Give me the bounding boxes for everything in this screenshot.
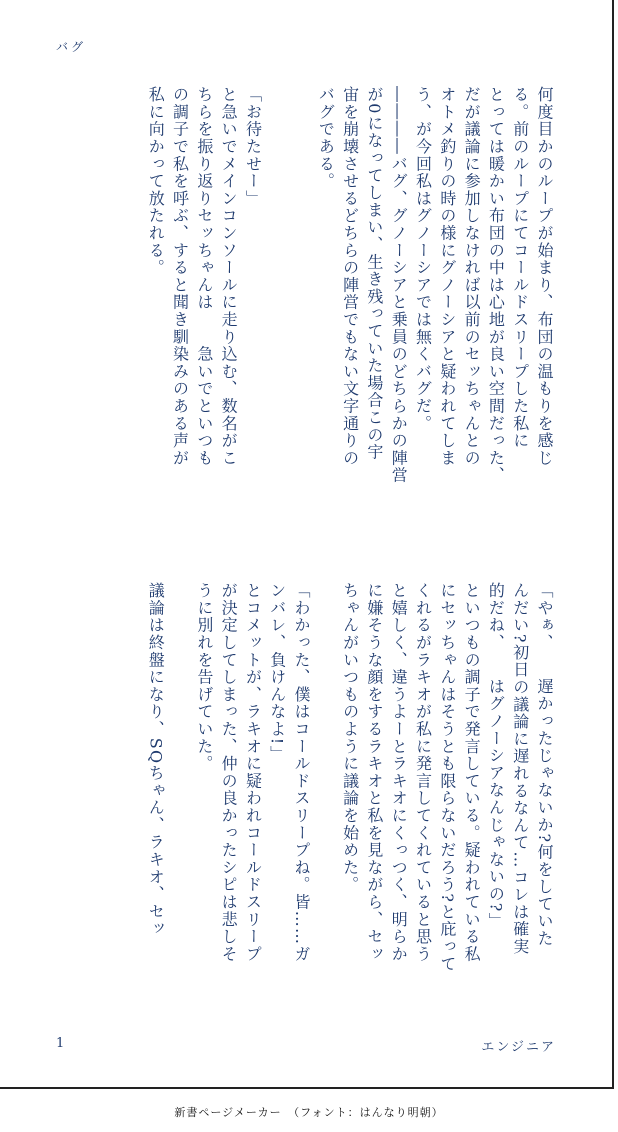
text-line: にセッちゃんはそうとも限らないだろう?と庇って <box>437 582 457 973</box>
text-line: オトメ釣りの時の様にグノーシアと疑われてしま <box>437 86 457 467</box>
text-line: くれるがラキオが私に発言してくれていると思う <box>413 582 433 963</box>
text-line: る。前のループにてコールドスリープした私に <box>510 86 530 450</box>
text-line: ――――バグ、グノーシアと乗員のどちらかの陣営 <box>389 86 409 484</box>
text-line <box>289 86 313 526</box>
text-line: と急いでメインコンソールに走り込む、数名がこ <box>219 86 239 467</box>
text-line: とっては暖かい布団の中は心地が良い空間だった、 <box>486 86 506 484</box>
text-line: ちらを振り返りセッちゃんは 急いでといつも <box>194 86 214 467</box>
text-line: 「わかった、僕はコールドスリープね。皆……ガ <box>292 582 312 963</box>
footer-credit: 新書ページメーカー （フォント：はんなり明朝） <box>174 1106 444 1119</box>
text-line: ンバレ、負けんなよ!」 <box>267 582 287 763</box>
text-column-lower <box>143 582 556 1002</box>
text-column-upper <box>143 86 556 526</box>
running-header: バグ <box>56 40 87 54</box>
text-line: バグである。 <box>316 86 336 190</box>
text-line: と嬉しく、違うよーとラキオにくっつく、明らか <box>389 582 409 963</box>
text-line <box>313 582 337 1002</box>
text-line: 的だね、 はグノーシアなんじゃないの?」 <box>486 582 506 930</box>
text-line: だが議論に参加しなければ以前のセッちゃんとの <box>462 86 482 467</box>
page-number: 1 <box>56 1036 65 1051</box>
text-line: の調子で私を呼ぶ、すると聞き馴染みのある声が <box>170 86 190 467</box>
text-line: ちゃんがいつものように議論を始めた。 <box>340 582 360 894</box>
text-line: が0になってしまい、生き残っていた場合この宇 <box>364 86 384 461</box>
text-line: 「やぁ、 遅かったじゃないか?何をしていた <box>535 582 554 948</box>
text-line: に嫌そうな顔をするラキオと私を見ながら、セッ <box>364 582 384 963</box>
text-line: 私に向かって放たれる。 <box>146 86 166 277</box>
text-line: んだい?初日の議論に遅れるなんて…コレは確実 <box>510 582 530 956</box>
text-line <box>167 582 191 1002</box>
text-line: が決定してしまった、仲の良かったシピは悲しそ <box>219 582 239 963</box>
page-title: エンジニア <box>481 1040 556 1055</box>
text-line: 議論は終盤になり、SQちゃん、ラキオ、セッ <box>146 582 166 938</box>
text-line: 宙を崩壊させるどちらの陣営でもない文字通りの <box>340 86 360 467</box>
text-line: うに別れを告げていた。 <box>194 582 214 773</box>
text-line <box>264 86 288 526</box>
text-line: 何度目かのループが始まり、布団の温もりを感じ <box>535 86 554 467</box>
text-line: とコメットが、ラキオに疑われコールドスリープ <box>243 582 263 963</box>
text-line: う、が今回私はグノーシアでは無くバグだ。 <box>413 86 433 432</box>
text-line: といつもの調子で発言している。疑われている私 <box>462 582 482 963</box>
text-line: 「お待たせー」 <box>243 86 263 208</box>
